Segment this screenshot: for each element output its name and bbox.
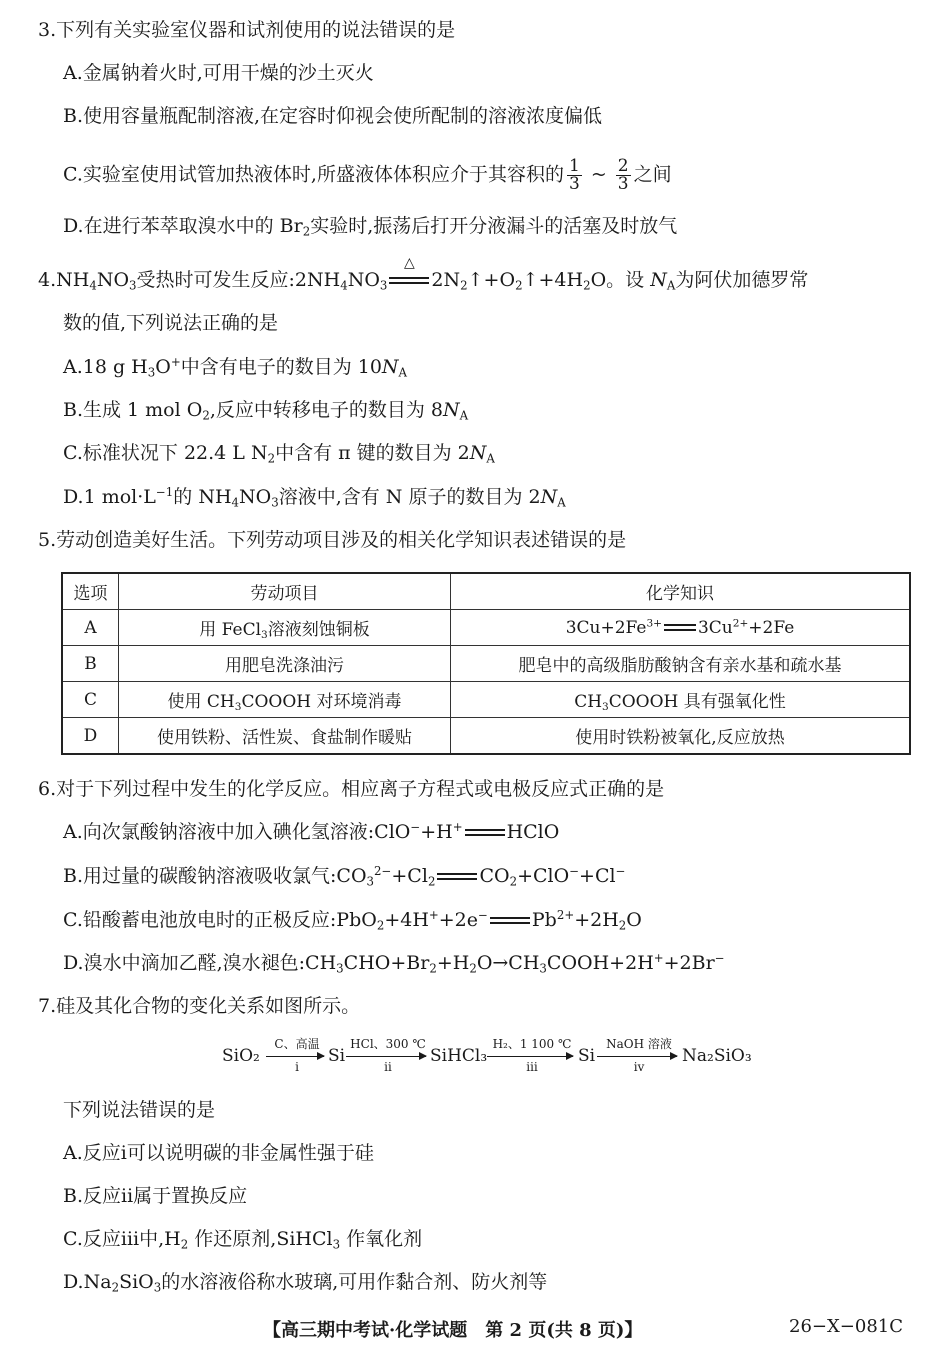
text: A.向次氯酸钠溶液中加入碘化氢溶液:ClO [63,821,411,843]
numerator: 1 [568,156,580,176]
text: B.用过量的碳酸钠溶液吸收氯气:CO [63,865,367,887]
superscript: − [478,907,488,922]
q3-option-a: A.金属钠着火时,可用干燥的沙土灭火 [63,62,374,84]
avogadro-symbol: N [381,356,399,378]
superscript: − [714,950,725,965]
text: 3Cu+2Fe [565,617,647,638]
q7-sub-stem: 下列说法错误的是 [63,1099,216,1121]
text: +2Br [663,952,715,974]
subscript: 3 [332,1237,341,1252]
text: COOOH 对环境消毒 [241,692,402,712]
text: +H [436,952,470,974]
q7-option-a: A.反应ⅰ可以说明碳的非金属性强于硅 [63,1142,374,1164]
subscript: 2 [583,278,591,293]
step-1-condition: C、高温 [274,1037,320,1051]
text: 受热时可发生反应:2NH [136,269,341,291]
subscript: 3 [261,629,268,642]
text: ,反应中转移电子的数目为 8 [209,399,443,421]
text: C.反应ⅲ中,H [63,1228,181,1250]
step-1-label: ⅰ [295,1060,299,1074]
subscript: 2 [267,451,276,466]
q6-option-a [63,820,559,844]
superscript: −1 [155,484,174,499]
q7-option-d [63,1270,547,1294]
avogadro-symbol: N [469,442,487,464]
step-3-condition: H₂、1 100 ℃ [492,1037,572,1051]
step-2-condition: HCl、300 ℃ [350,1037,426,1051]
text: 作还原剂,SiHCl [188,1228,333,1250]
heat-triangle-icon: △ [404,255,415,271]
superscript: + [653,950,664,965]
q5-stem: 5.劳动创造美好生活。下列劳动项目涉及的相关化学知识表述错误的是 [38,529,627,551]
cell-project [119,682,451,718]
subscript: A [459,408,469,423]
q7-option-b: B.反应ⅱ属于置换反应 [63,1185,248,1207]
text: 实验时,振荡后打开分液漏斗的活塞及时放气 [310,215,678,237]
text: +4H [384,909,429,931]
q6-option-d [63,951,725,975]
q3-stem: 3.下列有关实验室仪器和试剂使用的说法错误的是 [38,19,456,41]
subscript: 3 [234,701,242,714]
text: NO [347,269,380,291]
text: O [155,356,171,378]
cell-option: C [62,682,119,718]
avogadro-symbol: N [443,399,460,421]
q5-table [61,572,911,755]
text: CH [574,692,603,712]
subscript: 4 [231,495,240,510]
text: 溶液刻蚀铜板 [267,620,370,640]
q4-option-b [63,398,468,422]
q6-stem: 6.对于下列过程中发生的化学反应。相应离子方程式或电极反应式正确的是 [38,778,665,800]
q4-stem-line1 [38,255,809,293]
text: D.在进行苯萃取溴水中的 Br [63,215,303,237]
fraction-one-third [567,158,582,193]
cell-knowledge [451,682,911,718]
text: 3Cu [697,617,733,638]
arrow-icon [597,1056,677,1057]
text: C.标准状况下 22.4 L N [63,442,268,464]
subscript: 3 [271,495,279,510]
subscript: 3 [336,961,344,976]
numerator: 2 [617,156,629,176]
subscript: 4 [340,278,348,293]
species-si: Si [578,1046,596,1066]
step-4-label: ⅳ [633,1060,645,1074]
subscript: A [557,495,566,510]
q3-option-b: B.使用容量瓶配制溶液,在定容时仰视会使所配制的溶液浓度偏低 [63,105,603,127]
text: 的 NH [173,486,232,508]
superscript: 2+ [556,907,575,922]
cell-knowledge: 使用时铁粉被氧化,反应放热 [451,718,911,755]
superscript: − [569,863,580,878]
text: 4.NH [38,269,90,291]
arrow-icon [346,1056,426,1057]
text: 中含有 π 键的数目为 2 [275,442,470,464]
subscript: 2 [302,224,311,239]
cell-option: D [62,718,119,755]
text: +Cl [391,865,428,887]
text: 为阿伏加德罗常 [675,269,809,291]
avogadro-symbol: N [540,486,558,508]
subscript: A [398,365,408,380]
equals-sign [437,872,477,882]
text: SiO [119,1271,154,1293]
text: +H [420,821,453,843]
denominator: 3 [568,174,580,194]
fraction-two-thirds [616,158,631,193]
superscript: + [170,354,181,369]
q7-option-c [63,1227,422,1251]
subscript: 2 [180,1237,189,1252]
subscript: 4 [89,278,97,293]
subscript: 2 [111,1280,120,1295]
species-sihcl3: SiHCl₃ [430,1046,488,1066]
subscript: 2 [509,874,518,889]
subscript: 3 [379,278,388,293]
superscript: 2− [374,863,392,878]
header-project: 劳动项目 [119,573,451,610]
text: Pb [531,909,557,931]
superscript: + [428,907,439,922]
subscript: 3 [539,961,547,976]
subscript: 2 [376,918,385,933]
tilde: ~ [590,163,607,186]
text: +ClO [517,865,570,887]
cell-knowledge: 肥皂中的高级脂肪酸钠含有亲水基和疏水基 [451,646,911,682]
text: C.实验室使用试管加热液体时,所盛液体体积应介于其容积的 [63,163,564,186]
equals-sign-heat [389,255,429,286]
step-2-label: ⅱ [384,1060,392,1074]
text: COOH+2H [546,952,654,974]
q7-stem: 7.硅及其化合物的变化关系如图所示。 [38,995,361,1017]
superscript: 3+ [646,617,662,630]
header-option: 选项 [62,573,119,610]
q4-option-a [63,355,407,379]
superscript: 2+ [732,617,749,630]
text: C.铅酸蓄电池放电时的正极反应:PbO [63,909,377,931]
equals-sign [664,623,696,633]
text: CHO+Br [343,952,430,974]
text: O。设 [590,269,651,291]
text: COOOH 具有强氧化性 [608,692,786,712]
step-3-label: ⅲ [526,1060,538,1074]
subscript: 2 [202,408,210,423]
text: 中含有电子的数目为 10 [180,356,382,378]
subscript: 3 [147,365,156,380]
superscript: − [410,819,421,834]
cell-option: A [62,610,119,646]
header-knowledge: 化学知识 [451,573,911,610]
subscript: A [666,278,676,293]
text: D.1 mol·L [63,486,156,508]
text: ↑+4H [522,269,584,291]
subscript: 2 [429,961,437,976]
table-row [62,718,910,755]
text: A.18 g H [63,356,148,378]
q3-option-c [63,158,672,193]
table-row [62,610,910,646]
species-na2sio3: Na₂SiO₃ [682,1046,752,1066]
equals-sign [490,916,530,926]
q4-stem-line2: 数的值,下列说法正确的是 [63,312,279,334]
cell-knowledge [451,610,911,646]
text: +Cl [579,865,616,887]
step-4-condition: NaOH 溶液 [606,1037,672,1051]
text: NO [96,269,130,291]
table-row [62,682,910,718]
arrow-icon [487,1056,573,1057]
text: +2e [438,909,479,931]
text: CO [479,865,510,887]
text: O [626,909,642,931]
subscript: 2 [469,961,477,976]
subscript: 2 [515,278,523,293]
text: 作氧化剂 [340,1228,423,1250]
subscript: 2 [427,874,436,889]
q3-option-d [63,214,677,238]
cell-project: 用肥皂洗涤油污 [119,646,451,682]
cell-option: B [62,646,119,682]
subscript: 3 [129,278,137,293]
subscript: 3 [153,1280,162,1295]
q6-option-c [63,908,642,932]
subscript: 3 [602,701,609,714]
text: 的水溶液俗称水玻璃,可用作黏合剂、防火剂等 [161,1271,548,1293]
superscript: − [615,863,626,878]
text: 使用 CH [167,692,235,712]
text: HClO [506,821,560,843]
text: O→CH [476,952,540,974]
q4-option-c [63,441,495,465]
avogadro-symbol: N [650,269,667,291]
superscript: + [452,819,463,834]
text: +2Fe [748,617,795,638]
text: 用 FeCl [199,620,262,640]
species-sio2: SiO₂ [222,1046,260,1066]
subscript: A [486,451,495,466]
q4-option-d [63,485,566,509]
q6-option-b [63,864,625,888]
table-header-row [62,573,910,610]
text: B.生成 1 mol O [63,399,203,421]
text: NO [239,486,272,508]
text: 2N [431,269,461,291]
subscript: 3 [366,874,375,889]
equals-sign [465,828,505,838]
text: +2H [574,909,619,931]
page-footer: 【高三期中考试·化学试题 第 2 页(共 8 页)】 [263,1320,643,1341]
arrow-icon [266,1056,324,1057]
subscript: 2 [460,278,468,293]
table-row [62,646,910,682]
text: ↑+O [467,269,516,291]
text: 之间 [633,163,672,186]
denominator: 3 [617,174,629,194]
cell-project [119,610,451,646]
cell-project: 使用铁粉、活性炭、食盐制作暖贴 [119,718,451,755]
text: D.溴水中滴加乙醛,溴水褪色:CH [63,952,337,974]
species-si: Si [328,1046,346,1066]
text: D.Na [63,1271,112,1293]
text: 溶液中,含有 N 原子的数目为 2 [278,486,541,508]
subscript: 2 [618,918,627,933]
exam-code: 26−X−081C [789,1316,904,1337]
